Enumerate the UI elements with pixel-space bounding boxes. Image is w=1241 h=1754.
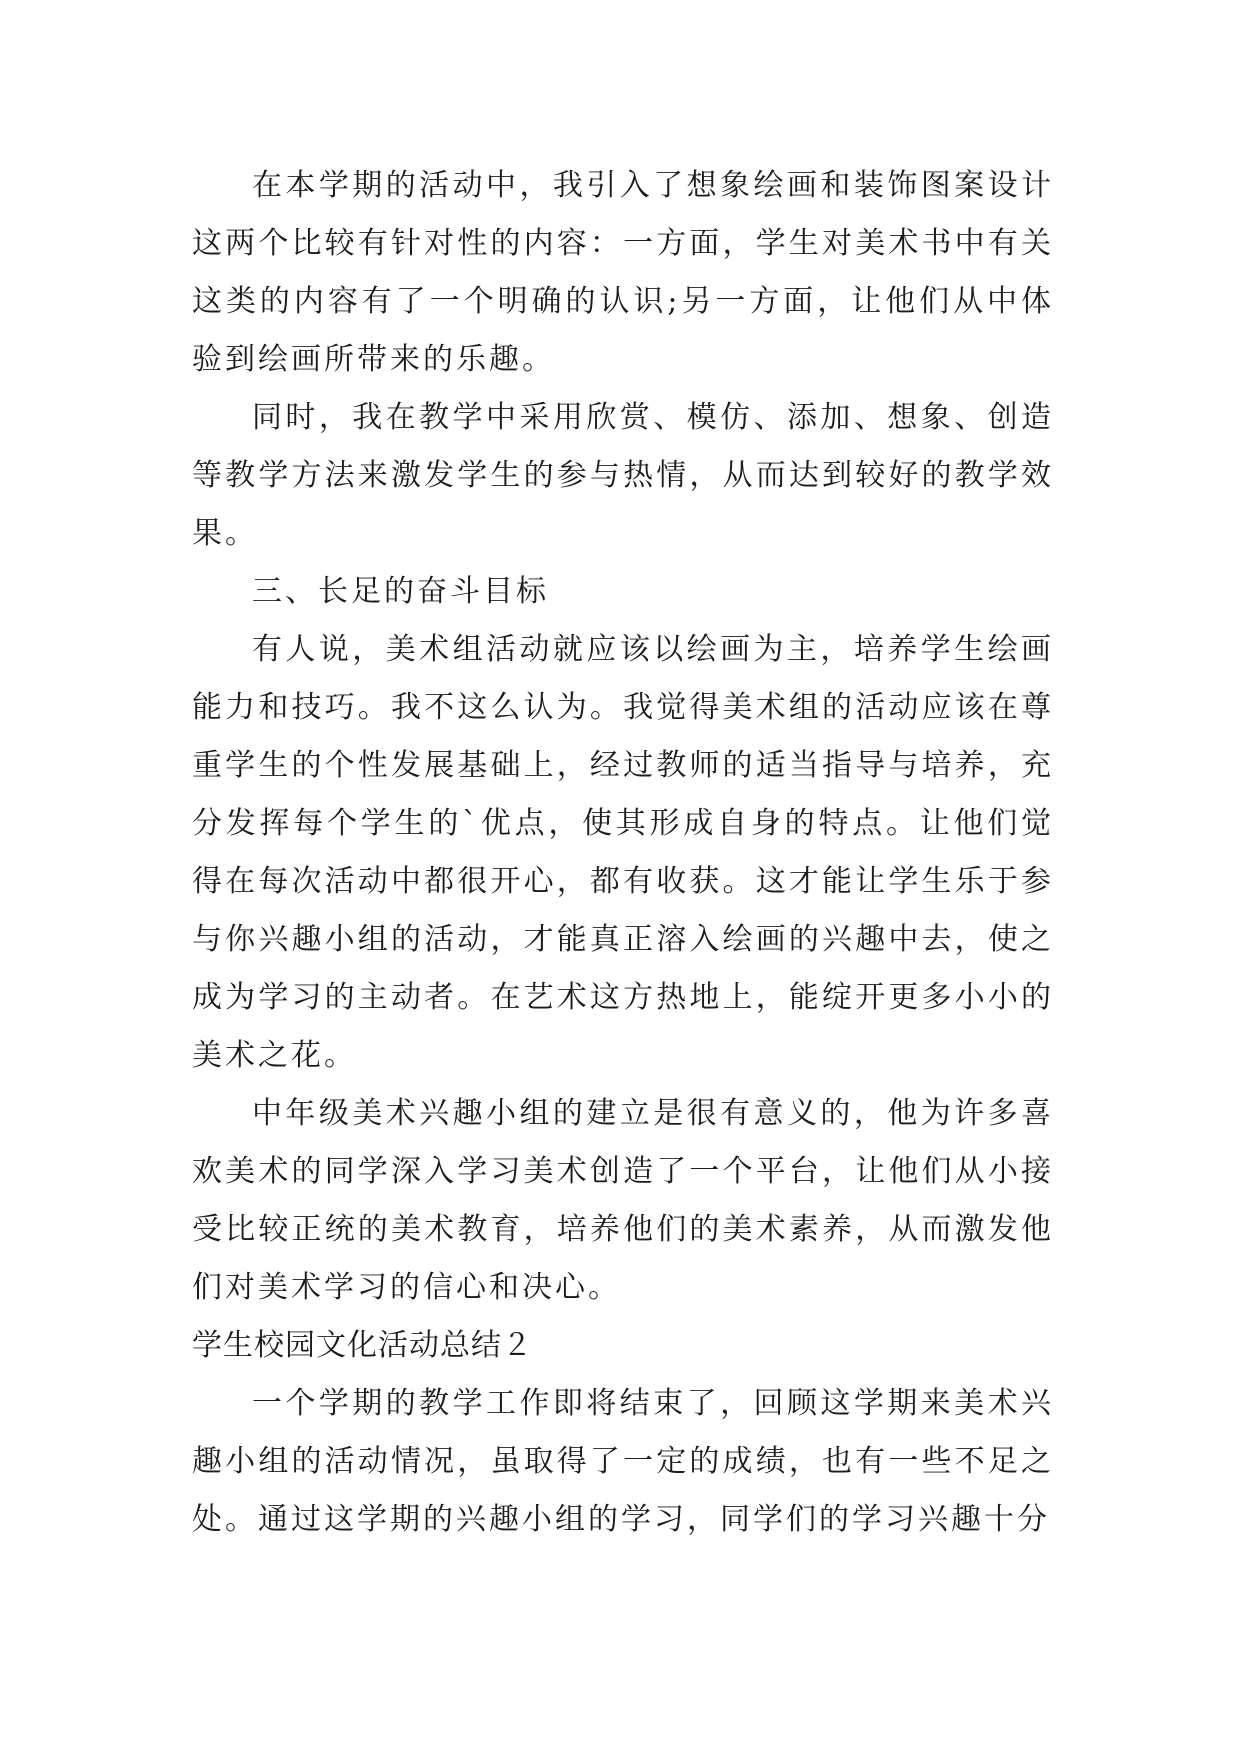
paragraph-significance: 中年级美术兴趣小组的建立是很有意义的，他为许多喜欢美术的同学深入学习美术创造了一个平台，让他们从小接受比较正统的美术教育，培养他们的美术素养，从而激发他们对美术学习的信心和决心。 bbox=[192, 1096, 1054, 1305]
paragraph-activities-content: 在本学期的活动中，我引入了想象绘画和装饰图案设计这两个比较有针对性的内容：一方面，学生对美术书中有关这类的内容有了一个明确的认识;另一方面，让他们从中体验到绘画所带来的乐趣。 bbox=[192, 168, 1054, 377]
section-title: 学生校园文化活动总结２ bbox=[192, 1328, 533, 1363]
paragraph-art-group-view: 有人说，美术组活动就应该以绘画为主，培养学生绘画能力和技巧。我不这么认为。我觉得美术组的活动应该在尊重学生的个性发展基础上，经过教师的适当指导与培养，充分发挥每个学生的`优点，使其形成自身的特点。让他们觉得在每次活动中都很开心，都有收获。这才能让学生乐于参与你兴趣小组的活动，才能真正溶入绘画的兴趣中去，使之成为学习的主动者。在艺术这方热地上，能绽开更多小小的美术之花。 bbox=[192, 632, 1054, 1073]
subheading-goals: 三、长足的奋斗目标 bbox=[252, 574, 549, 609]
document-body bbox=[192, 157, 1054, 1549]
paragraph-semester-review: 一个学期的教学工作即将结束了，回顾这学期来美术兴趣小组的活动情况，虽取得了一定的成绩，也有一些不足之处。通过这学期的兴趣小组的学习，同学们的学习兴趣十分 bbox=[192, 1386, 1054, 1537]
paragraph-teaching-methods: 同时，我在教学中采用欣赏、模仿、添加、想象、创造等教学方法来激发学生的参与热情，从而达到较好的教学效果。 bbox=[192, 400, 1054, 551]
